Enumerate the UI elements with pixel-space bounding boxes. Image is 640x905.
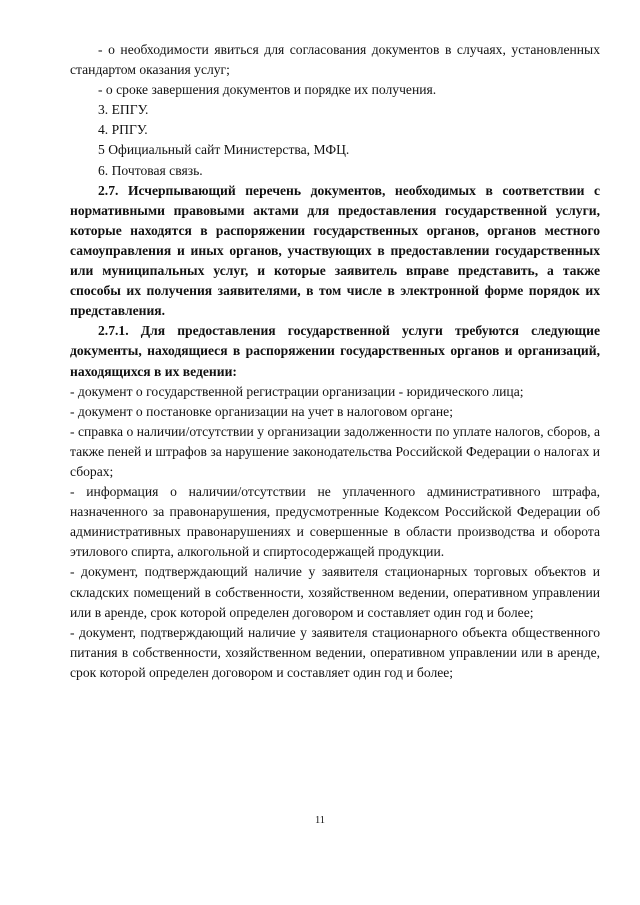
list-item-epgu: 3. ЕПГУ.: [98, 102, 149, 118]
document-item-tax-debt: - справка о наличии/отсутствии у организации задолженности по уплате налогов, сборов, а также пеней и штрафов за нарушение законодательства Российской Федерации о налогах и сборах;: [70, 423, 600, 479]
document-item-catering-object: - документ, подтверждающий наличие у заявителя стационарного объекта общественного питания в собственности, хозяйственном ведении, оперативном управлении или в аренде, срок которой определен договором и составляет один год и более;: [70, 624, 600, 680]
section-heading-2-7-1: 2.7.1. Для предоставления государственной услуги требуются следующие документы, находящиеся в распоряжении государственных органов и организаций, находящихся в их ведении:: [70, 323, 600, 379]
page-number: 11: [314, 815, 326, 826]
paragraph-notice-approval: - о необходимости явиться для согласования документов в случаях, установленных стандартом оказания услуг;: [70, 42, 600, 78]
document-item-tax-registration: - документ о постановке организации на учет в налоговом органе;: [70, 403, 453, 419]
list-item-rpgu: 4. РПГУ.: [98, 122, 148, 138]
document-item-registration: - документ о государственной регистрации организации - юридического лица;: [70, 383, 524, 399]
document-item-trade-objects: - документ, подтверждающий наличие у заявителя стационарных торговых объектов и складских помещений в собственности, хозяйственном ведении, оперативном управлении или в аренде, срок которой определен договором и составляет один год и более;: [70, 564, 600, 620]
paragraph-notice-completion: - о сроке завершения документов и порядке их получения.: [98, 82, 437, 98]
document-body: [70, 40, 600, 683]
document-item-administrative-fine: - информация о наличии/отсутствии не уплаченного административного штрафа, назначенного за правонарушения, предусмотренные Кодексом Российской Федерации об административных правонарушениях и совершенные в области производства и оборота этилового спирта, алкогольной и спиртосодержащей продукции.: [70, 484, 600, 560]
list-item-official-site: 5 Официальный сайт Министерства, МФЦ.: [98, 142, 350, 158]
section-heading-2-7: 2.7. Исчерпывающий перечень документов, необходимых в соответствии с нормативными правовыми актами для предоставления государственной услуги, которые находятся в распоряжении государственных органов, органов местного самоуправления и иных органов, участвующих в предоставлении государственных или муниципальных услуг, и которые заявитель вправе представить, а также способы их получения заявителями, в том числе в электронной форме порядок их представления.: [70, 182, 600, 319]
list-item-post: 6. Почтовая связь.: [98, 162, 203, 178]
